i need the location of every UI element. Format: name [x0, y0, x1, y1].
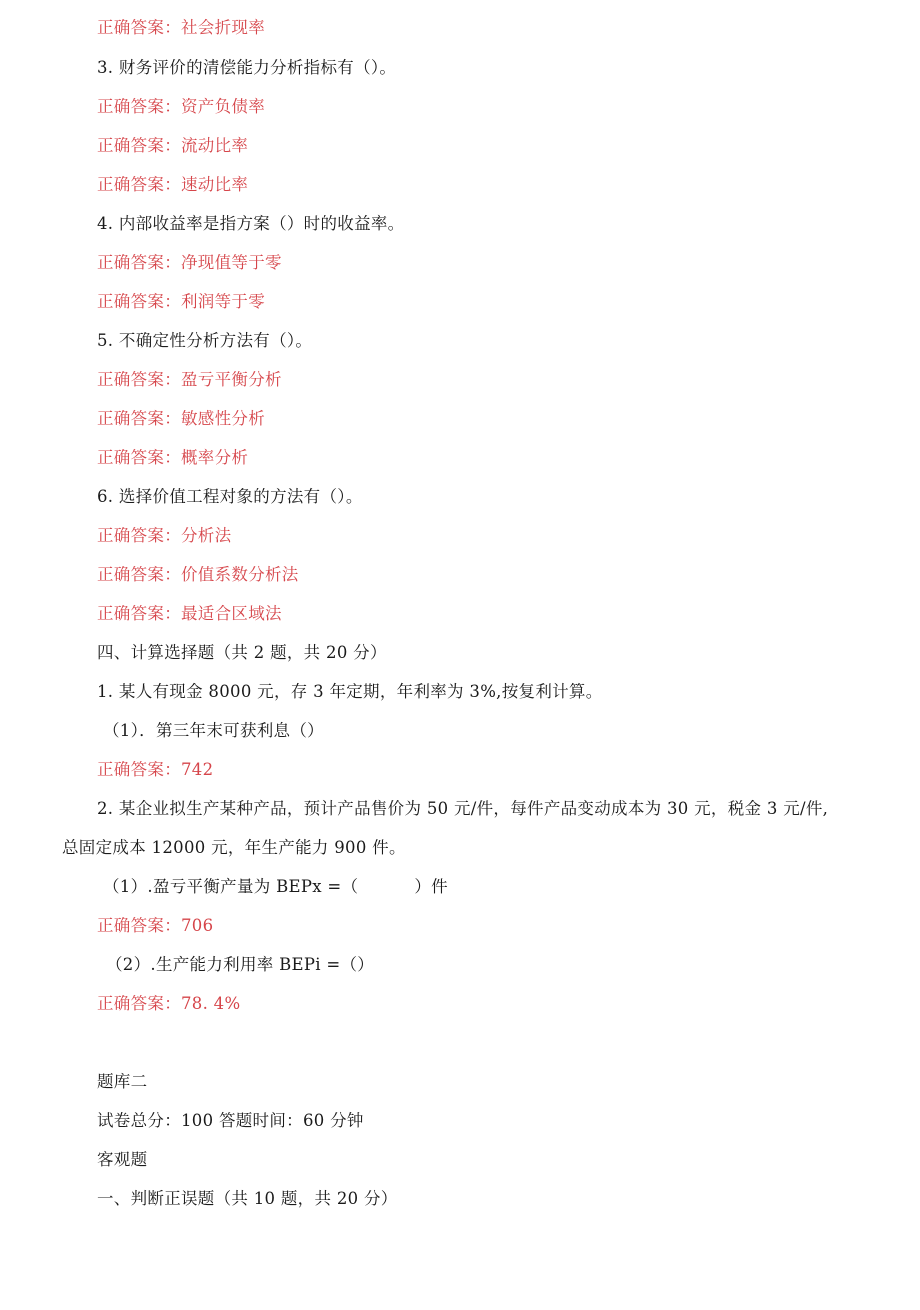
- sub-question-suffix: ）件: [414, 877, 448, 896]
- question-3: 3. 财务评价的清偿能力分析指标有（）。: [97, 58, 397, 77]
- answer-line: 正确答案：资产负债率: [97, 97, 265, 116]
- answer-line: 正确答案：742: [97, 760, 214, 779]
- answer-line: 正确答案：利润等于零: [97, 292, 265, 311]
- calc-question-2-continued: 总固定成本 12000 元，年生产能力 900 件。: [62, 838, 406, 857]
- question-4: 4. 内部收益率是指方案（）时的收益率。: [97, 214, 405, 233]
- objective-heading: 客观题: [97, 1150, 148, 1169]
- answer-line: 正确答案：盈亏平衡分析: [97, 370, 282, 389]
- answer-line: 正确答案：706: [97, 916, 214, 935]
- answer-line: 正确答案：78. 4%: [97, 994, 241, 1013]
- answer-line: 正确答案：净现值等于零: [97, 253, 282, 272]
- answer-line: 正确答案：社会折现率: [97, 18, 265, 37]
- section-heading-1: 一、判断正误题（共 10 题，共 20 分）: [97, 1189, 398, 1208]
- answer-line: 正确答案：最适合区域法: [97, 604, 282, 623]
- section-heading-4: 四、计算选择题（共 2 题，共 20 分）: [97, 643, 387, 662]
- question-5: 5. 不确定性分析方法有（）。: [97, 331, 313, 350]
- question-bank-title: 题库二: [97, 1072, 148, 1091]
- answer-line: 正确答案：流动比率: [97, 136, 249, 155]
- sub-question-prefix: （1）.盈亏平衡产量为 BEPx =（: [103, 877, 359, 896]
- calc-question-2: 2. 某企业拟生产某种产品，预计产品售价为 50 元/件，每件产品变动成本为 30 元，税金 3 元/件,: [97, 799, 829, 818]
- sub-question: （2）.生产能力利用率 BEPi =（）: [106, 955, 375, 974]
- answer-line: 正确答案：速动比率: [97, 175, 249, 194]
- answer-line: 正确答案：价值系数分析法: [97, 565, 299, 584]
- question-6: 6. 选择价值工程对象的方法有（）。: [97, 487, 363, 506]
- sub-question: [103, 876, 448, 898]
- exam-info: 试卷总分：100 答题时间：60 分钟: [97, 1111, 364, 1130]
- answer-line: 正确答案：分析法: [97, 526, 232, 545]
- calc-question-1: 1. 某人有现金 8000 元，存 3 年定期，年利率为 3%,按复利计算。: [97, 682, 603, 701]
- answer-line: 正确答案：概率分析: [97, 448, 249, 467]
- sub-question: （1）．第三年末可获利息（）: [103, 721, 324, 740]
- answer-line: 正确答案：敏感性分析: [97, 409, 265, 428]
